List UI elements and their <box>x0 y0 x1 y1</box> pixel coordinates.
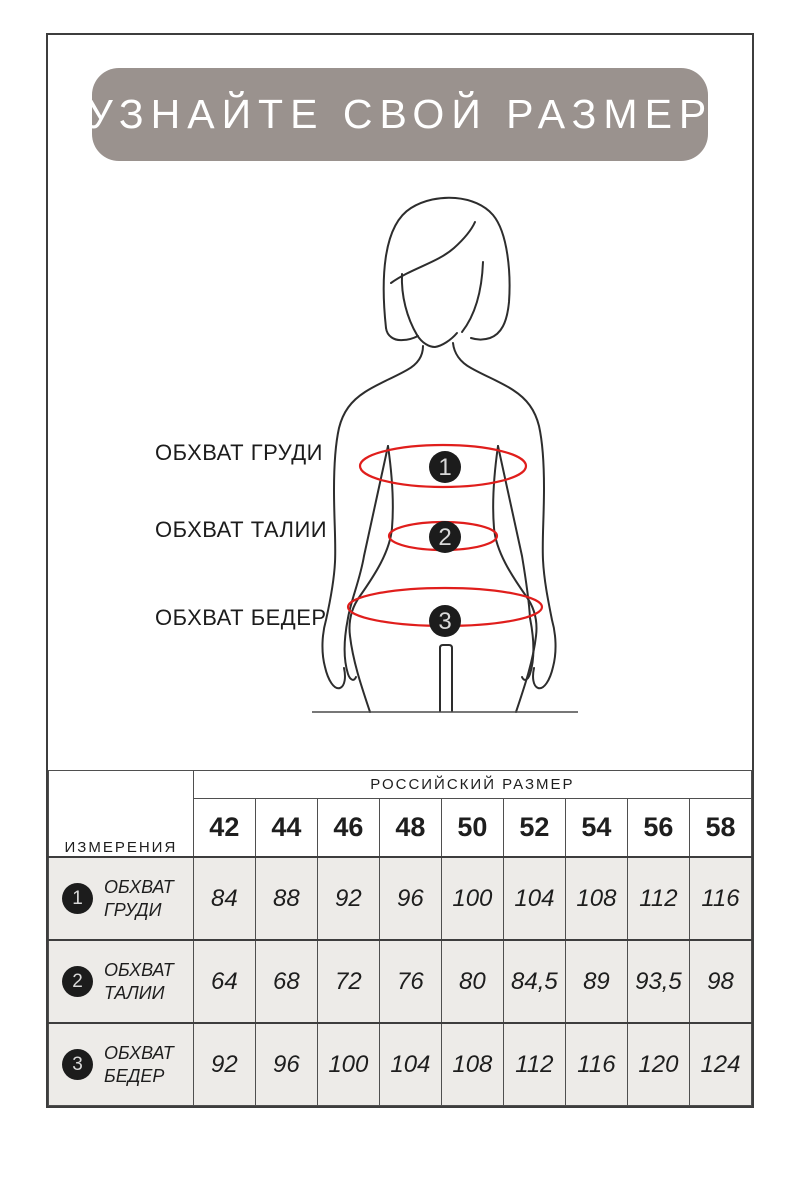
value-cell: 92 <box>193 1023 255 1106</box>
value-cell: 93,5 <box>627 940 689 1023</box>
row-label: ОБХВАТ ТАЛИИ <box>104 960 174 1003</box>
value-cell: 76 <box>379 940 441 1023</box>
value-cell: 100 <box>317 1023 379 1106</box>
size-cell: 46 <box>317 799 379 858</box>
value-cell: 116 <box>689 857 751 940</box>
value-cell: 96 <box>379 857 441 940</box>
body-measurement-diagram <box>290 190 600 720</box>
value-cell: 72 <box>317 940 379 1023</box>
waist-measure-label: ОБХВАТ ТАЛИИ <box>155 517 328 542</box>
row-number-badge: 1 <box>62 883 93 914</box>
hips-number-badge <box>429 605 461 637</box>
size-cell: 44 <box>255 799 317 858</box>
arms-outline <box>322 343 555 688</box>
value-cell: 104 <box>379 1023 441 1106</box>
row-label: ОБХВАТ БЕДЕР <box>104 1043 174 1086</box>
measurements-header-cell: ИЗМЕРЕНИЯ <box>49 771 194 858</box>
value-cell: 98 <box>689 940 751 1023</box>
size-guide-card <box>46 33 754 1108</box>
value-cell: 84,5 <box>503 940 565 1023</box>
size-cell: 48 <box>379 799 441 858</box>
value-cell: 108 <box>441 1023 503 1106</box>
size-cell: 54 <box>565 799 627 858</box>
value-cell: 100 <box>441 857 503 940</box>
row-number-badge: 2 <box>62 966 93 997</box>
table-row-hips <box>49 1023 752 1106</box>
value-cell: 112 <box>627 857 689 940</box>
value-cell: 88 <box>255 857 317 940</box>
value-cell: 108 <box>565 857 627 940</box>
size-cell: 58 <box>689 799 751 858</box>
svg-text:3: 3 <box>438 608 452 635</box>
value-cell: 89 <box>565 940 627 1023</box>
value-cell: 112 <box>503 1023 565 1106</box>
row-label-cell <box>49 940 194 1023</box>
page-title-text: УЗНАЙТЕ СВОЙ РАЗМЕР <box>86 91 714 137</box>
size-cell: 52 <box>503 799 565 858</box>
russian-size-header-cell: РОССИЙСКИЙ РАЗМЕР <box>193 771 751 799</box>
head-hair-outline <box>384 198 510 347</box>
row-label: ОБХВАТ ГРУДИ <box>104 877 174 920</box>
table-row-waist <box>49 940 752 1023</box>
size-cell: 50 <box>441 799 503 858</box>
value-cell: 92 <box>317 857 379 940</box>
size-table <box>48 770 752 1106</box>
svg-text:2: 2 <box>438 524 452 551</box>
table-group-header-row <box>49 771 752 799</box>
table-row-chest <box>49 857 752 940</box>
value-cell: 80 <box>441 940 503 1023</box>
chest-number-badge <box>429 451 461 483</box>
value-cell: 120 <box>627 1023 689 1106</box>
value-cell: 104 <box>503 857 565 940</box>
value-cell: 124 <box>689 1023 751 1106</box>
row-label-cell <box>49 857 194 940</box>
value-cell: 116 <box>565 1023 627 1106</box>
row-label-cell <box>49 1023 194 1106</box>
page-title <box>86 68 714 161</box>
value-cell: 84 <box>193 857 255 940</box>
size-cell: 56 <box>627 799 689 858</box>
size-cell: 42 <box>193 799 255 858</box>
value-cell: 68 <box>255 940 317 1023</box>
chest-measure-label: ОБХВАТ ГРУДИ <box>155 440 323 465</box>
row-number-badge: 3 <box>62 1049 93 1080</box>
value-cell: 96 <box>255 1023 317 1106</box>
value-cell: 64 <box>193 940 255 1023</box>
hips-measure-label: ОБХВАТ БЕДЕР <box>155 605 327 630</box>
waist-number-badge <box>429 521 461 553</box>
svg-text:1: 1 <box>438 454 452 481</box>
